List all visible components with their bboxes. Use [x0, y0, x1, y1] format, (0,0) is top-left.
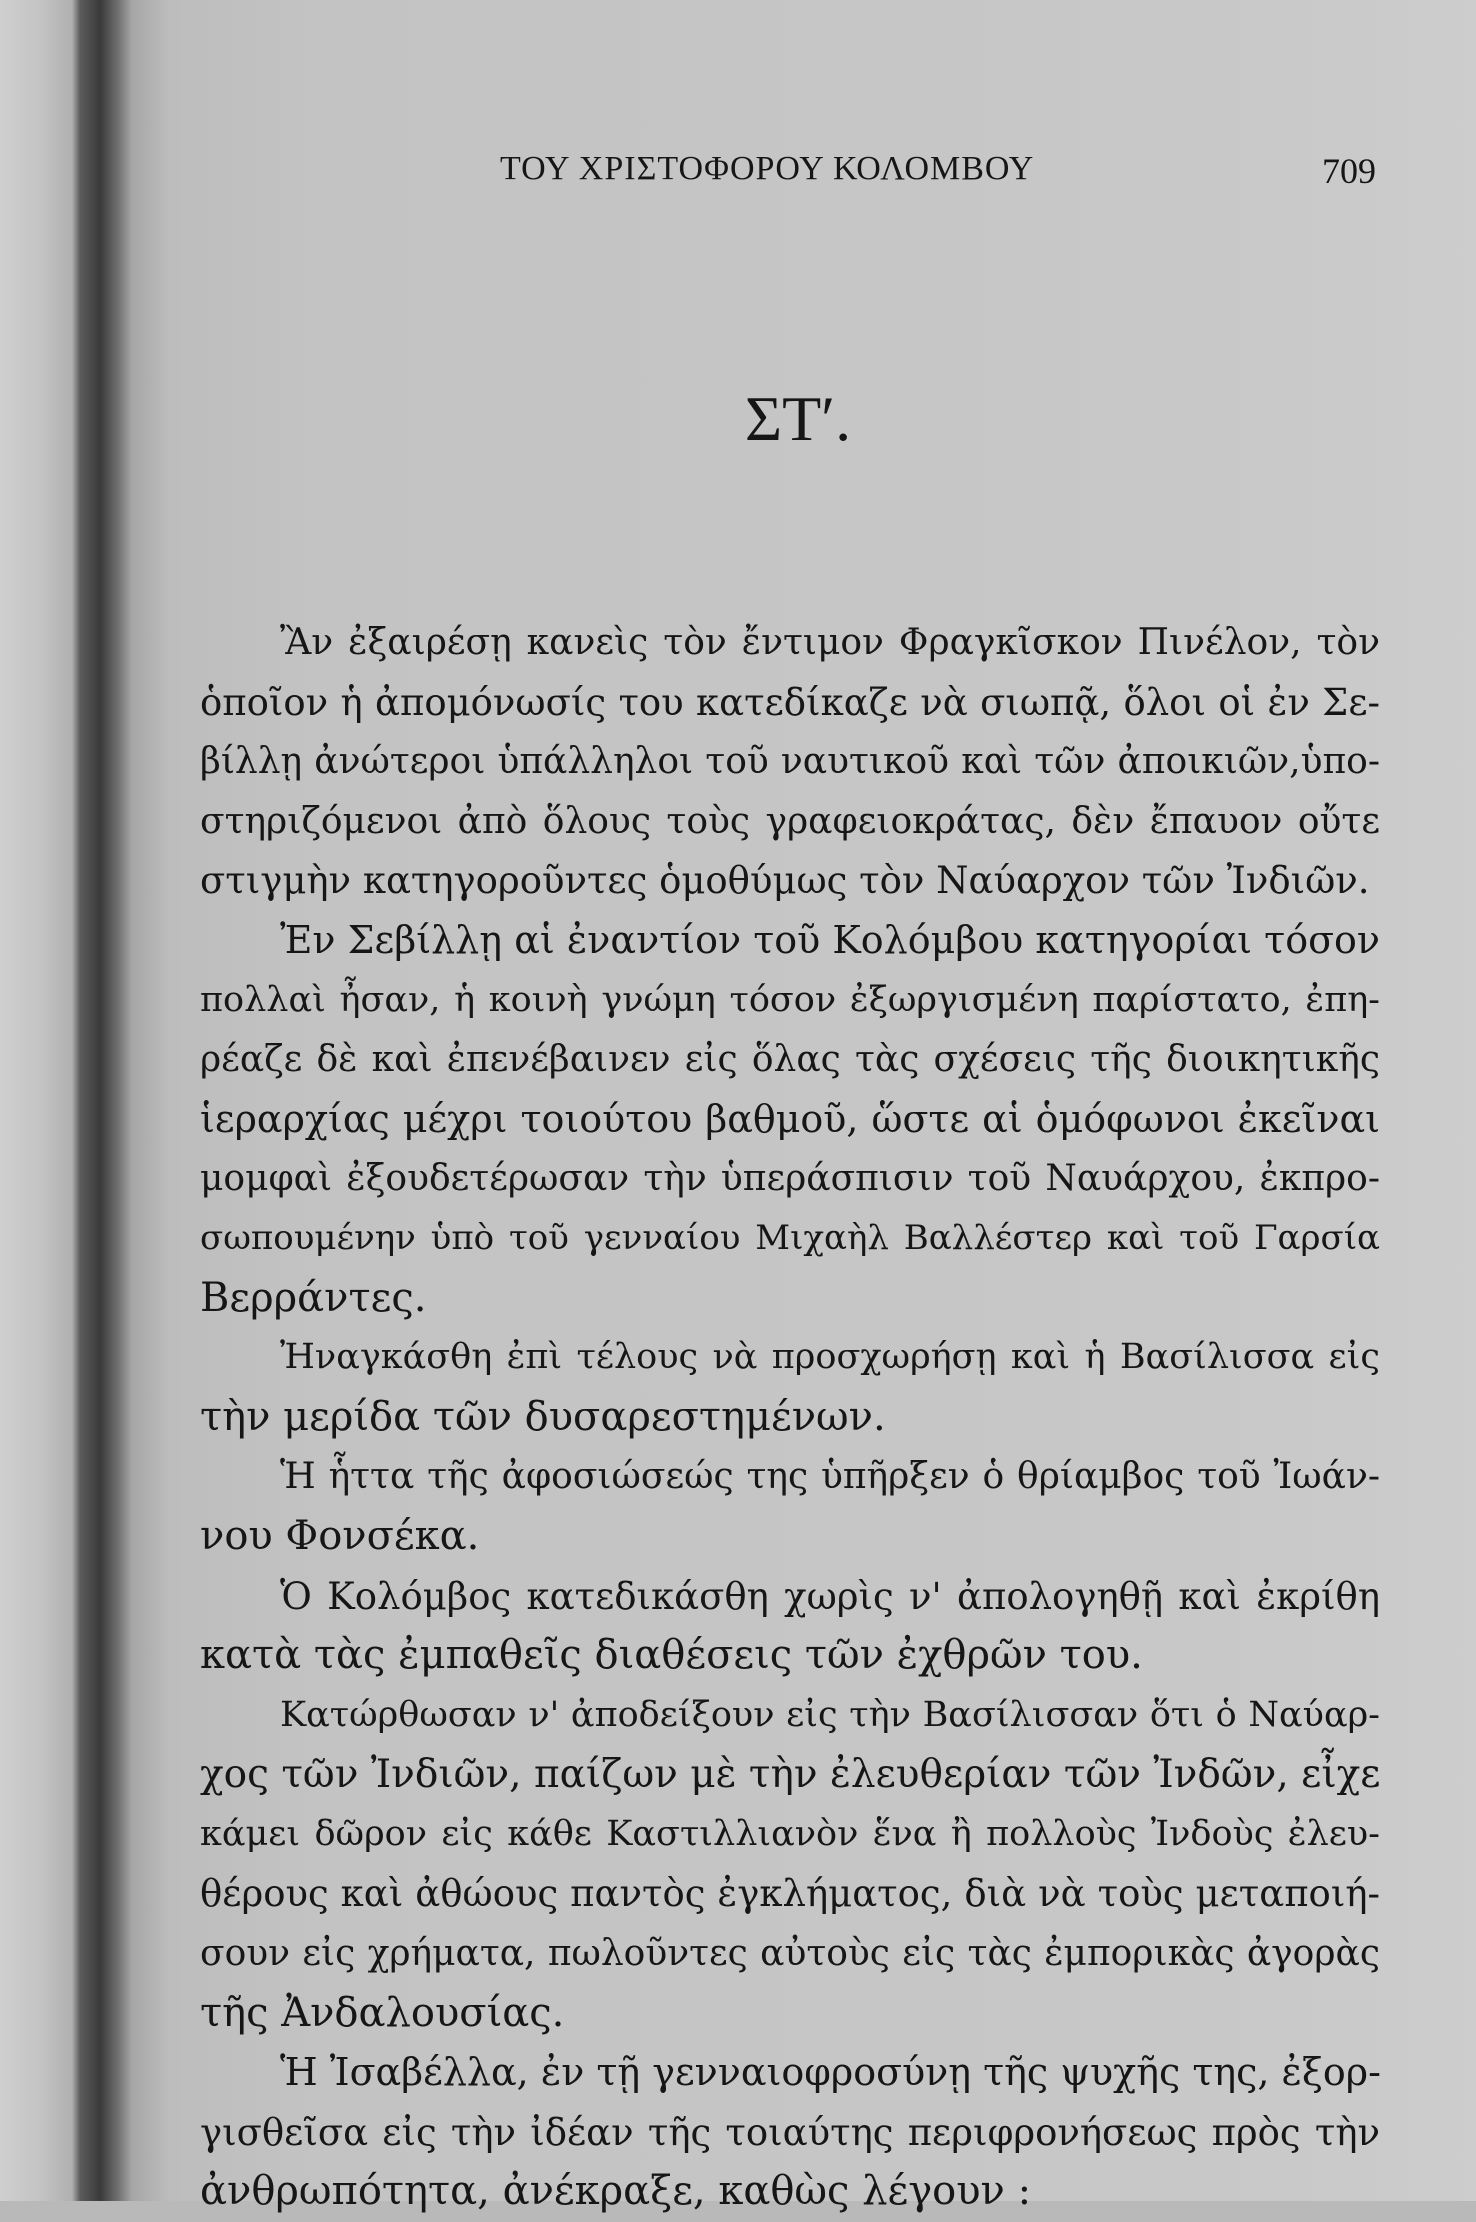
- text-line: γισθεῖσα εἰς τὴν ἰδέαν τῆς τοιαύτης περιφρονήσεως πρὸς τὴν: [200, 2110, 1380, 2154]
- text-line: ρέαζε δὲ καὶ ἐπενέβαινεν εἰς ὅλας τὰς σχέσεις τῆς διοικητικῆς: [200, 1039, 1380, 1081]
- text-line: σουν εἰς χρήματα, πωλοῦντες αὐτοὺς εἰς τὰς ἐμπορικὰς ἀγορὰς: [200, 1933, 1380, 1975]
- text-line: χος τῶν Ἰνδιῶν, παίζων μὲ τὴν ἐλευθερίαν τῶν Ἰνδῶν, εἶχε: [200, 1752, 1381, 1798]
- text-line: Κατώρθωσαν ν' ἀποδείξουν εἰς τὴν Βασίλισσαν ὅτι ὁ Ναύαρ-: [280, 1694, 1380, 1735]
- text-line: σωπουμένην ὑπὸ τοῦ γενναίου Μιχαὴλ Βαλλέστερ καὶ τοῦ Γαρσία: [200, 1217, 1380, 1258]
- text-line: κάμει δῶρον εἰς κάθε Καστιλλιανὸν ἕνα ἢ πολλοὺς Ἰνδοὺς ἐλευ-: [200, 1813, 1380, 1854]
- body-text: [200, 613, 1380, 2222]
- text-line: κατὰ τὰς ἐμπαθεῖς διαθέσεις τῶν ἐχθρῶν του.: [200, 1632, 1143, 1679]
- text-line: Ἡ ἧττα τῆς ἀφοσιώσεώς της ὑπῆρξεν ὁ θρίαμβος τοῦ Ἰωάν-: [280, 1456, 1380, 1498]
- running-title: ΤΟΥ ΧΡΙΣΤΟΦΟΡΟΥ ΚΟΛΟΜΒΟΥ: [500, 150, 1035, 187]
- text-line: Ἠναγκάσθη ἐπὶ τέλους νὰ προσχωρήσῃ καὶ ἡ Βασίλισσα εἰς: [280, 1337, 1380, 1378]
- text-line: ἀνθρωπότητα, ἀνέκραξε, καθὼς λέγουν :: [200, 2168, 1032, 2215]
- text-line: ἱεραρχίας μέχρι τοιούτου βαθμοῦ, ὥστε αἱ ὁμόφωνοι ἐκεῖναι: [200, 1096, 1380, 1141]
- text-line: στιγμὴν κατηγοροῦντες ὁμοθύμως τὸν Ναύαρχον τῶν Ἰνδιῶν.: [200, 859, 1370, 903]
- section-heading: ΣΤʹ.: [744, 383, 852, 454]
- text-line: Ἐν Σεβίλλῃ αἱ ἐναντίον τοῦ Κολόμβου κατηγορίαι τόσον: [280, 917, 1380, 962]
- text-line: ὁποῖον ἡ ἀπομόνωσίς του κατεδίκαζε νὰ σιωπᾷ, ὅλοι οἱ ἐν Σε-: [200, 680, 1380, 724]
- text-line: νου Φονσέκα.: [200, 1512, 480, 1559]
- page-number: 709: [1322, 151, 1376, 191]
- text-line: Ἂν ἐξαιρέσῃ κανεὶς τὸν ἔντιμον Φραγκῖσκον Πινέλον, τὸν: [280, 622, 1380, 663]
- text-line: μομφαὶ ἐξουδετέρωσαν τὴν ὑπεράσπισιν τοῦ Ναυάρχου, ἐκπρο-: [200, 1158, 1380, 1200]
- text-line: βίλλῃ ἀνώτεροι ὑπάλληλοι τοῦ ναυτικοῦ καὶ τῶν ἀποικιῶν,ὑπο-: [200, 741, 1380, 783]
- text-line: θέρους καὶ ἀθώους παντὸς ἐγκλήματος, διὰ νὰ τοὺς μεταποιή-: [200, 1872, 1380, 1916]
- text-line: τῆς Ἀνδαλουσίας.: [200, 1989, 565, 2036]
- text-line: Βερράντες.: [200, 1274, 427, 1321]
- text-line: Ὁ Κολόμβος κατεδικάσθη χωρὶς ν' ἀπολογηθῇ καὶ ἐκρίθη: [280, 1574, 1380, 1618]
- text-line: πολλαὶ ἦσαν, ἡ κοινὴ γνώμη τόσον ἐξωργισμένη παρίστατο, ἐπη-: [200, 979, 1380, 1020]
- text-line: στηριζόμενοι ἀπὸ ὅλους τοὺς γραφειοκράτας, δὲν ἔπαυον οὔτε: [200, 800, 1380, 842]
- text-line: Ἡ Ἰσαβέλλα, ἐν τῇ γενναιοφροσύνῃ τῆς ψυχῆς της, ἐξορ-: [280, 2050, 1381, 2095]
- text-line: τὴν μερίδα τῶν δυσαρεστημένων.: [200, 1393, 886, 1440]
